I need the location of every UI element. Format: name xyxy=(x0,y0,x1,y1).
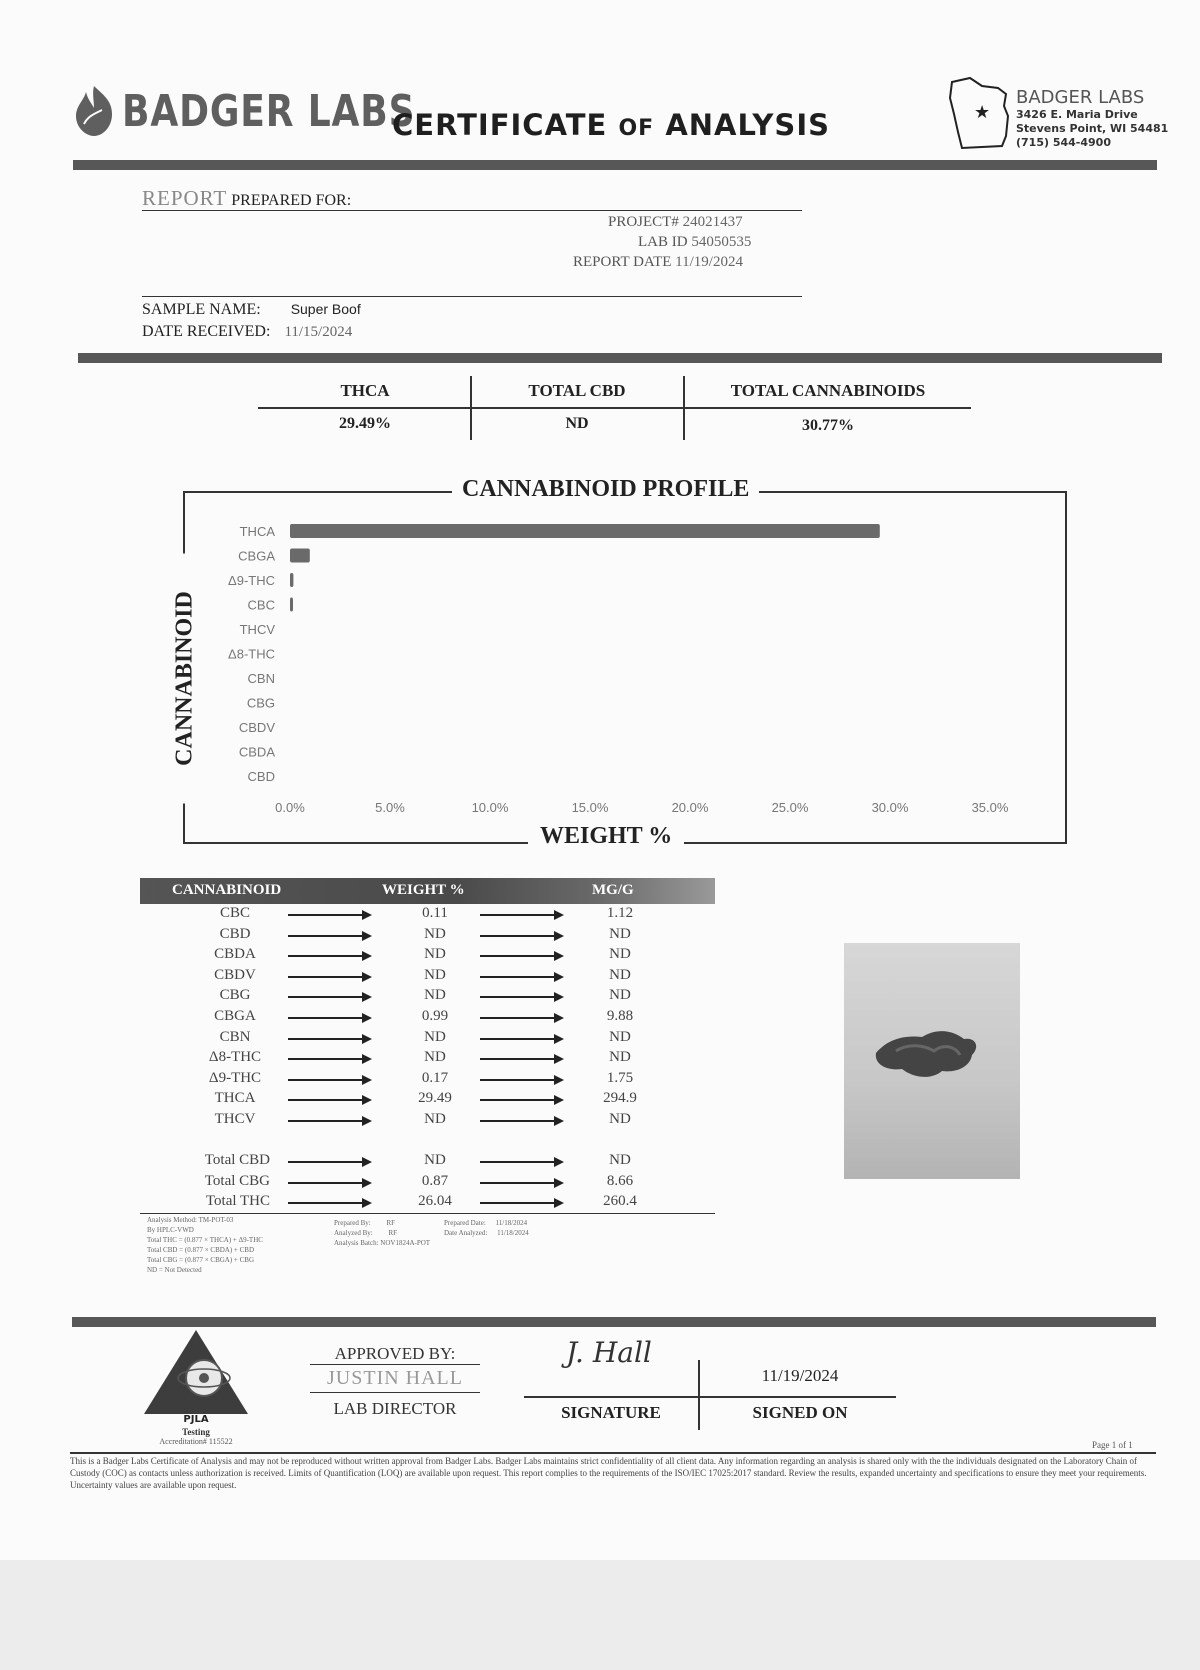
arrow-icon xyxy=(288,1202,370,1204)
total-row xyxy=(140,1172,715,1192)
rule xyxy=(258,407,971,409)
svg-text:★: ★ xyxy=(974,102,991,123)
arrow-icon xyxy=(288,1017,370,1019)
arrow-icon xyxy=(288,1182,370,1184)
chart-category-label: Δ8-THC xyxy=(228,646,275,662)
chart-category-label: CBC xyxy=(247,597,275,613)
arrow-icon xyxy=(480,1017,562,1019)
chart-x-axis-label: WEIGHT % xyxy=(528,823,684,850)
leaf-logo-icon xyxy=(72,84,116,138)
mg-value: 294.9 xyxy=(603,1090,637,1107)
arrow-icon xyxy=(480,1161,562,1163)
mg-value: ND xyxy=(609,1049,631,1066)
weight-value: ND xyxy=(424,987,446,1004)
mg-value: ND xyxy=(609,1028,631,1045)
cannabinoid-name: Δ9-THC xyxy=(208,1069,262,1086)
weight-value: ND xyxy=(424,966,446,983)
col-cannabinoid: CANNABINOID xyxy=(172,882,282,898)
total-row xyxy=(140,1192,715,1212)
sample-info: SAMPLE NAME: Super Boof DATE RECEIVED: 11/15/2024 xyxy=(142,301,361,340)
rule xyxy=(310,1392,480,1393)
cannabinoid-name: Total THC xyxy=(205,1193,270,1210)
table-row xyxy=(140,904,715,924)
wisconsin-map-icon xyxy=(948,76,1014,150)
cannabinoid-name: CBDV xyxy=(214,966,256,983)
scan-margin xyxy=(0,1560,1200,1670)
cannabinoid-name: CBN xyxy=(219,1028,251,1045)
cannabinoid-name: CBD xyxy=(219,925,251,942)
chart-category-label: THCV xyxy=(239,622,275,637)
cannabinoid-name: CBGA xyxy=(214,1008,256,1024)
weight-value: 0.87 xyxy=(421,1172,449,1189)
chart-bar xyxy=(290,524,880,538)
rule xyxy=(142,210,802,211)
weight-value: ND xyxy=(424,925,446,942)
arrow-icon xyxy=(288,1161,370,1163)
chart-category-label: THCA xyxy=(239,524,275,539)
weight-value: ND xyxy=(424,1152,446,1168)
chart-tick-label: 5.0% xyxy=(375,800,405,815)
legal-disclaimer: This is a Badger Labs Certificate of Analysis and may not be reproduced without written approval from Badger Labs. Badger Labs maintains strict confidentiality of all client data. Any information regarding an analysis is shared only with the the individuals designated on the Laboratory Chain of Custody (COC) as contacts unless authorization is received. Limits of Quantification (LOQ) are available upon request. This report complies to the requirements of the ISO/IEC 17025:2017 standard. Review the results, expanded uncertainty and specifications to ensure they meet your requirements. Uncertainty values are available upon request. xyxy=(70,1456,1147,1490)
chart-y-axis-label: CANNABINOID xyxy=(172,554,199,804)
arrow-icon xyxy=(288,1079,370,1081)
results-table-header xyxy=(140,878,715,904)
cannabinoid-name: Δ8-THC xyxy=(208,1049,262,1066)
signature-image: J. Hall xyxy=(566,1336,652,1369)
arrow-icon xyxy=(480,996,562,998)
analysis-meta: Prepared By: RF Analyzed By: RF Analysis Batch: NOV1824A-POT xyxy=(334,1219,431,1247)
col-weight: WEIGHT % xyxy=(382,882,465,898)
chart-category-label: CBG xyxy=(246,695,275,711)
arrow-icon xyxy=(480,1099,562,1101)
sample-photo xyxy=(844,943,1020,1179)
approver-name: JUSTIN HALL xyxy=(327,1367,463,1389)
cannabinoid-name: CBG xyxy=(219,987,251,1004)
weight-value: 0.17 xyxy=(421,1069,449,1086)
arrow-icon xyxy=(288,935,370,937)
summary-cbd-label: TOTAL CBD xyxy=(528,381,626,400)
summary-divider xyxy=(470,376,472,440)
chart-category-label: CBDV xyxy=(238,720,275,735)
cannabinoid-name: THCA xyxy=(214,1090,256,1107)
arrow-icon xyxy=(288,1099,370,1101)
arrow-icon xyxy=(480,976,562,978)
arrow-icon xyxy=(480,914,562,916)
weight-value: ND xyxy=(424,1049,446,1066)
weight-value: ND xyxy=(424,946,446,963)
pjla-testing: Testing xyxy=(182,1427,210,1437)
cannabinoid-name: CBDA xyxy=(214,946,256,963)
mg-value: 260.4 xyxy=(603,1193,637,1210)
mg-value: 9.88 xyxy=(606,1008,634,1024)
mg-value: 1.75 xyxy=(606,1069,634,1086)
weight-value: 0.99 xyxy=(421,1008,449,1024)
rule xyxy=(142,296,802,297)
chart-tick-label: 25.0% xyxy=(771,800,809,815)
weight-value: 29.49 xyxy=(418,1090,452,1107)
chart-svg xyxy=(185,493,1065,842)
mg-value: ND xyxy=(609,966,631,983)
arrow-icon xyxy=(288,996,370,998)
document-title: CERTIFICATE OF ANALYSIS xyxy=(392,108,830,142)
mg-value: ND xyxy=(609,925,631,942)
weight-value: 0.11 xyxy=(422,905,448,921)
table-row xyxy=(140,1089,715,1109)
chart-title: CANNABINOID PROFILE xyxy=(452,476,759,503)
rule xyxy=(140,1213,715,1214)
mg-value: ND xyxy=(609,1111,631,1127)
arrow-icon xyxy=(288,914,370,916)
chart-tick-label: 0.0% xyxy=(275,800,305,815)
arrow-icon xyxy=(288,1058,370,1060)
arrow-icon xyxy=(480,1202,562,1204)
weight-value: 26.04 xyxy=(418,1193,452,1210)
rule xyxy=(524,1396,896,1398)
section-divider xyxy=(78,353,1162,363)
analysis-notes: Analysis Method: TM-POT-03 By HPLC-VWD Total THC = (0.877 × THCA) + Δ9-THC Total CBD = (0.877 × CBDA) + CBD Total CBG = (0.877 × CBGA) + CBG ND = Not Detected xyxy=(147,1216,263,1274)
chart-tick-label: 15.0% xyxy=(571,800,609,815)
signature-label: SIGNATURE xyxy=(561,1403,661,1422)
total-row xyxy=(140,1151,715,1171)
arrow-icon xyxy=(480,1058,562,1060)
signature-divider xyxy=(698,1360,700,1430)
signed-on-label: SIGNED ON xyxy=(752,1403,848,1422)
logo-text: BADGER LABS xyxy=(122,85,416,137)
summary-divider xyxy=(683,376,685,440)
summary-cbd-value: ND xyxy=(565,415,589,432)
mg-value: ND xyxy=(609,987,631,1004)
report-prepared-for: REPORT PREPARED FOR: xyxy=(142,186,352,210)
rule xyxy=(310,1364,480,1365)
pjla-label: PJLA xyxy=(183,1414,209,1425)
signed-date: 11/19/2024 xyxy=(761,1366,839,1385)
arrow-icon xyxy=(288,955,370,957)
chart-bar xyxy=(290,598,293,612)
approver-role: LAB DIRECTOR xyxy=(333,1399,457,1418)
summary-total-label: TOTAL CANNABINOIDS xyxy=(730,381,926,400)
summary-total-value: 30.77% xyxy=(802,417,854,434)
chart-tick-label: 10.0% xyxy=(471,800,509,815)
arrow-icon xyxy=(288,976,370,978)
table-row xyxy=(140,1007,715,1027)
col-mg: MG/G xyxy=(592,882,634,898)
mg-value: 8.66 xyxy=(606,1172,634,1189)
cannabinoid-name: Total CBD xyxy=(204,1152,270,1168)
chart-tick-label: 30.0% xyxy=(871,800,909,815)
chart-category-label: CBD xyxy=(247,769,275,784)
rule xyxy=(70,1452,1156,1454)
table-row xyxy=(140,1110,715,1130)
page-number: Page 1 of 1 xyxy=(1092,1440,1133,1450)
weight-value: ND xyxy=(424,1028,446,1045)
arrow-icon xyxy=(480,1120,562,1122)
arrow-icon xyxy=(480,1182,562,1184)
table-row xyxy=(140,1028,715,1048)
arrow-icon xyxy=(480,935,562,937)
chart-category-label: Δ9-THC xyxy=(228,573,275,588)
table-row xyxy=(140,925,715,945)
lab-address: BADGER LABS 3426 E. Maria Drive Stevens Point, WI 54481 (715) 544-4900 xyxy=(1016,87,1169,149)
summary-thca-label: THCA xyxy=(340,381,390,400)
mg-value: ND xyxy=(609,946,631,963)
accreditation-number: Accreditation# 115522 xyxy=(159,1437,233,1446)
pjla-triangle-logo-icon xyxy=(140,1326,252,1418)
chart-category-label: CBDA xyxy=(238,744,275,760)
arrow-icon xyxy=(480,1079,562,1081)
arrow-icon xyxy=(288,1120,370,1122)
table-row xyxy=(140,945,715,965)
arrow-icon xyxy=(288,1038,370,1040)
chart-category-label: CBN xyxy=(247,671,275,686)
mg-value: ND xyxy=(609,1152,631,1168)
arrow-icon xyxy=(480,1038,562,1040)
cannabinoid-name: CBC xyxy=(219,905,250,921)
mg-value: 1.12 xyxy=(606,905,634,921)
chart-bar xyxy=(290,549,310,563)
table-row xyxy=(140,986,715,1006)
table-row xyxy=(140,1048,715,1068)
chart-tick-label: 35.0% xyxy=(971,800,1009,815)
cannabinoid-name: THCV xyxy=(214,1111,256,1127)
sample-bud-image xyxy=(844,943,1020,1179)
header-divider xyxy=(73,160,1157,170)
table-row xyxy=(140,1069,715,1089)
table-row xyxy=(140,966,715,986)
summary-thca-value: 29.49% xyxy=(339,415,391,432)
approved-by-label: APPROVED BY: xyxy=(334,1344,456,1363)
arrow-icon xyxy=(480,955,562,957)
chart-tick-label: 20.0% xyxy=(671,800,709,815)
weight-value: ND xyxy=(424,1111,446,1127)
cannabinoid-chart xyxy=(183,491,1067,844)
analysis-dates: Prepared Date: 11/18/2024 Date Analyzed: 11/18/2024 xyxy=(444,1219,529,1237)
cannabinoid-name: Total CBG xyxy=(204,1172,270,1189)
report-ids: PROJECT# 24021437 LAB ID 54050535 REPORT DATE 11/19/2024 xyxy=(573,214,752,270)
chart-bar xyxy=(290,573,293,587)
chart-category-label: CBGA xyxy=(238,548,275,564)
